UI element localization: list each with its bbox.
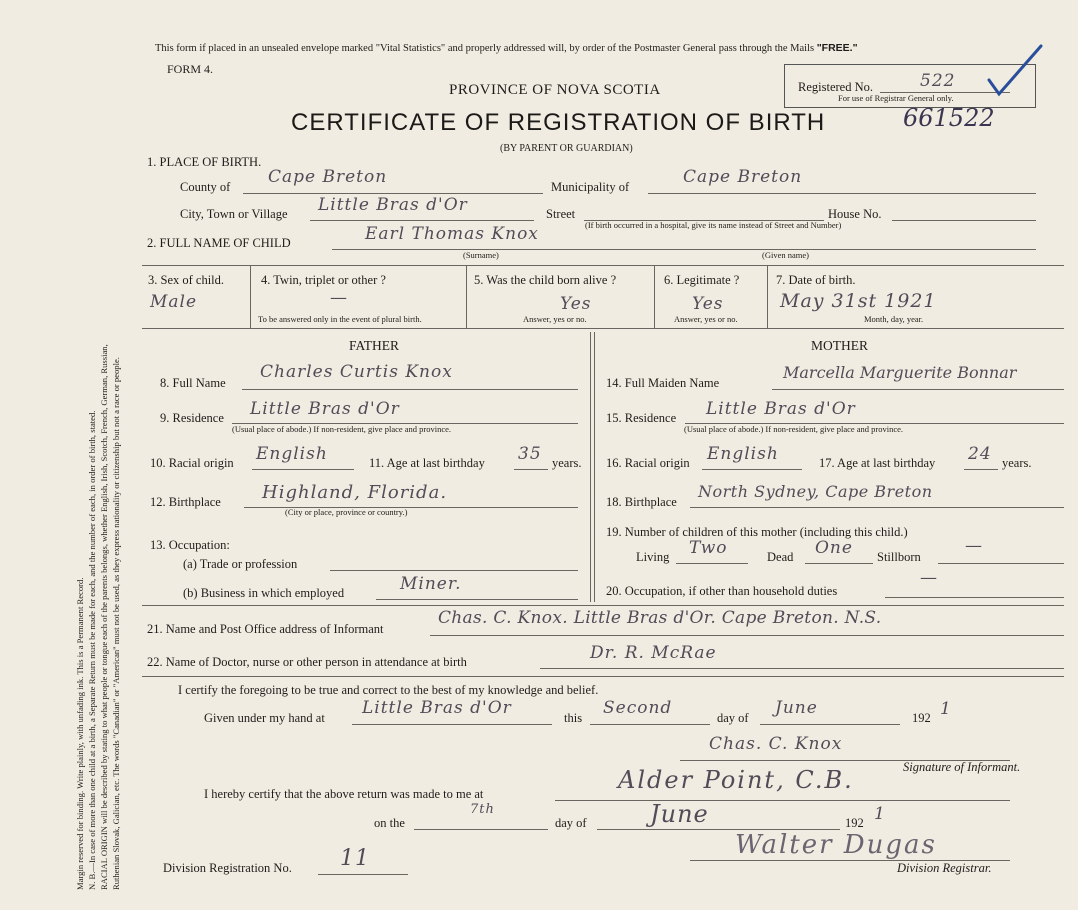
municipality-value: Cape Breton — [683, 167, 803, 187]
registered-number: 522 — [920, 71, 956, 91]
date-label: 7. Date of birth. — [776, 273, 856, 287]
division-value: 11 — [340, 846, 370, 871]
check-mark-icon — [985, 42, 1045, 102]
father-years: years. — [552, 456, 582, 470]
mother-age-label: 17. Age at last birthday — [819, 456, 936, 470]
registrar-year-suffix: 1 — [874, 804, 886, 824]
twin-label: 4. Twin, triplet or other ? — [261, 273, 386, 287]
registrar-place-value: Alder Point, C.B. — [618, 766, 854, 794]
registrar-month-value: June — [650, 800, 709, 828]
given-label: Given under my hand at — [204, 711, 325, 725]
municipality-label: Municipality of — [551, 180, 630, 194]
division-registrar-label: Division Registrar. — [897, 861, 992, 875]
mother-residence-note: (Usual place of abode.) If non-resident, give place and province. — [684, 424, 904, 434]
mother-residence-label: 15. Residence — [606, 411, 677, 425]
certify-statement: I certify the foregoing to be true and correct to the best of my knowledge and belief. — [178, 683, 599, 697]
mother-occupation-label: 20. Occupation, if other than household duties — [606, 584, 838, 598]
twin-value: — — [330, 288, 348, 308]
certificate-title: CERTIFICATE OF REGISTRATION OF BIRTH — [291, 109, 826, 136]
given-year-prefix: 192 — [912, 711, 931, 725]
date-note: Month, day, year. — [864, 314, 924, 324]
mother-age-value: 24 — [968, 444, 992, 464]
margin-note-2: N. B.—In case of more than one child at a birth, a Separate Return must be made for each, and the number of each, in order of birth, stated. — [87, 410, 97, 890]
form-number: FORM 4. — [167, 62, 214, 76]
margin-note-3: RACIAL ORIGIN will be described by stating to what people or tongue each of the parents belongs, whether English, Irish, Scotch, French, German, Russian, — [99, 344, 109, 890]
mother-birthplace-label: 18. Birthplace — [606, 495, 677, 509]
father-business-label: (b) Business in which employed — [183, 586, 345, 600]
doctor-label: 22. Name of Doctor, nurse or other person in attendance at birth — [147, 655, 467, 669]
living-label: Living — [636, 550, 670, 564]
province-heading: PROVINCE OF NOVA SCOTIA — [449, 82, 661, 98]
father-residence-value: Little Bras d'Or — [250, 399, 400, 419]
registrar-day-value: 7th — [470, 802, 495, 817]
mother-racial-value: English — [707, 444, 779, 464]
father-trade-label: (a) Trade or profession — [183, 557, 298, 571]
given-day-value: Second — [603, 698, 673, 718]
registrar-dayof-label: day of — [555, 816, 587, 830]
given-place-value: Little Bras d'Or — [362, 698, 512, 718]
county-label: County of — [180, 180, 231, 194]
father-occupation-label: 13. Occupation: — [150, 538, 230, 552]
registrar-signature: Walter Dugas — [735, 830, 937, 860]
sex-label: 3. Sex of child. — [148, 273, 225, 287]
father-racial-label: 10. Racial origin — [150, 456, 234, 470]
father-birthplace-value: Highland, Florida. — [262, 482, 448, 503]
stillborn-value: — — [965, 536, 983, 556]
registered-label: Registered No. — [798, 80, 873, 94]
given-month-value: June — [775, 698, 818, 718]
mail-notice: This form if placed in an unsealed envelope marked "Vital Statistics" and properly addressed will, by order of the Postmaster General pass through the Mails "FREE." — [155, 42, 858, 54]
child-name-label: 2. FULL NAME OF CHILD — [147, 236, 291, 250]
place-heading: 1. PLACE OF BIRTH. — [147, 155, 262, 169]
informant-signature-label: Signature of Informant. — [903, 760, 1021, 774]
surname-label: (Surname) — [463, 250, 499, 260]
informant-value: Chas. C. Knox. Little Bras d'Or. Cape Breton. N.S. — [438, 608, 882, 628]
mother-years: years. — [1002, 456, 1032, 470]
legitimate-label: 6. Legitimate ? — [664, 273, 740, 287]
registrar-note: For use of Registrar General only. — [838, 93, 954, 103]
father-age-label: 11. Age at last birthday — [369, 456, 485, 470]
child-name-value: Earl Thomas Knox — [365, 224, 539, 244]
margin-note-1: Margin reserved for binding. Write plainly, with unfading ink. This is a Permanent Record. — [75, 577, 85, 890]
father-age-value: 35 — [518, 444, 542, 464]
alive-note: Answer, yes or no. — [523, 314, 587, 324]
legitimate-note: Answer, yes or no. — [674, 314, 738, 324]
file-number: 661522 — [903, 104, 995, 132]
given-name-label: (Given name) — [762, 250, 809, 260]
city-value: Little Bras d'Or — [318, 195, 468, 215]
margin-note-4: Ruthenian Slovak, Galician, etc. The words "Canadian" or "American" must not be used, as they express nationality or citizenship but not a race or people. — [111, 357, 121, 890]
given-dayof-label: day of — [717, 711, 749, 725]
this-label: this — [564, 711, 583, 725]
mother-racial-label: 16. Racial origin — [606, 456, 690, 470]
alive-value: Yes — [560, 294, 592, 314]
father-residence-label: 9. Residence — [160, 411, 224, 425]
county-value: Cape Breton — [268, 167, 388, 187]
hospital-note: (If birth occurred in a hospital, give its name instead of Street and Number) — [585, 220, 842, 230]
mother-occupation-value: — — [920, 568, 938, 588]
father-heading: FATHER — [349, 338, 400, 353]
house-label: House No. — [828, 207, 882, 221]
father-name-value: Charles Curtis Knox — [260, 362, 453, 382]
mother-heading: MOTHER — [811, 338, 868, 353]
father-residence-note: (Usual place of abode.) If non-resident, give place and province. — [232, 424, 452, 434]
legitimate-value: Yes — [692, 294, 724, 314]
registrar-statement: I hereby certify that the above return was made to me at — [204, 787, 484, 801]
stillborn-label: Stillborn — [877, 550, 921, 564]
father-name-label: 8. Full Name — [160, 376, 226, 390]
dead-label: Dead — [767, 550, 794, 564]
father-racial-value: English — [256, 444, 328, 464]
mother-residence-value: Little Bras d'Or — [706, 399, 856, 419]
mother-children-label: 19. Number of children of this mother (including this child.) — [606, 525, 908, 539]
city-label: City, Town or Village — [180, 207, 288, 221]
registrar-year-prefix: 192 — [845, 816, 864, 830]
division-label: Division Registration No. — [163, 861, 292, 875]
father-birthplace-note: (City or place, province or country.) — [285, 507, 408, 517]
informant-signature: Chas. C. Knox — [709, 734, 843, 754]
margin-notes — [74, 40, 122, 890]
given-year-suffix: 1 — [940, 699, 952, 719]
father-business-value: Miner. — [400, 574, 462, 594]
dead-value: One — [815, 538, 853, 558]
living-value: Two — [689, 538, 728, 558]
certificate-subtitle: (BY PARENT OR GUARDIAN) — [500, 143, 633, 154]
on-the-label: on the — [374, 816, 405, 830]
street-label: Street — [546, 207, 576, 221]
informant-label: 21. Name and Post Office address of Informant — [147, 622, 384, 636]
mother-name-value: Marcella Marguerite Bonnar — [783, 363, 1017, 382]
twin-note: To be answered only in the event of plural birth. — [258, 314, 422, 324]
doctor-value: Dr. R. McRae — [590, 643, 717, 663]
alive-label: 5. Was the child born alive ? — [474, 273, 617, 287]
mother-name-label: 14. Full Maiden Name — [606, 376, 720, 390]
date-value: May 31st 1921 — [780, 290, 937, 312]
mother-birthplace-value: North Sydney, Cape Breton — [698, 482, 933, 501]
father-birthplace-label: 12. Birthplace — [150, 495, 221, 509]
sex-value: Male — [150, 292, 198, 312]
